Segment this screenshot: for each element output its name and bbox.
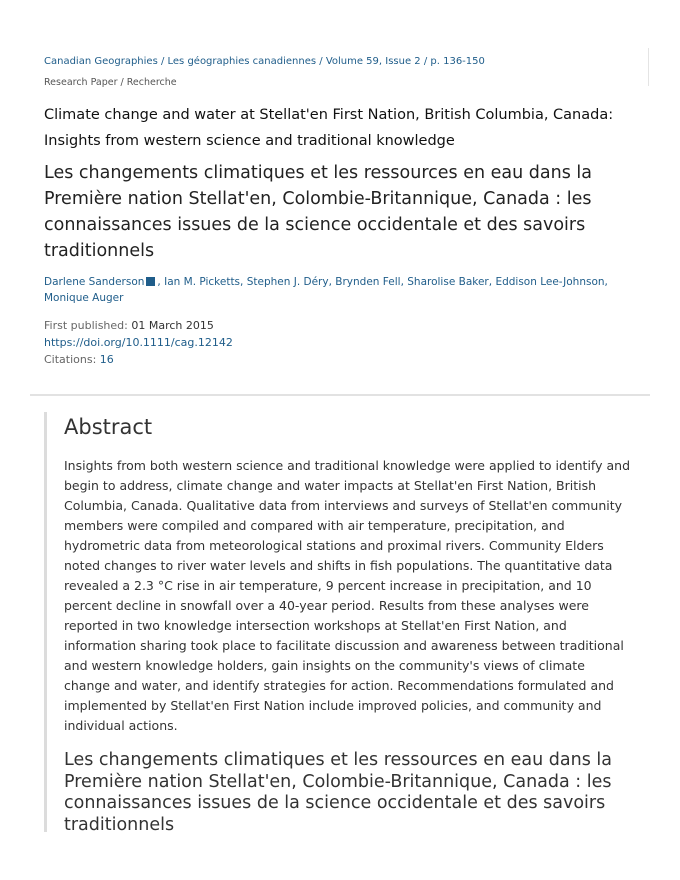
right-edge-rule <box>648 48 649 86</box>
article-header <box>44 56 634 368</box>
author-link[interactable]: Stephen J. Déry <box>246 276 329 288</box>
abstract-section <box>44 412 637 835</box>
publication-meta <box>44 317 634 368</box>
journal-volume-link[interactable]: Volume 59, Issue 2 / p. 136-150 <box>325 56 485 67</box>
author-link[interactable]: Eddison Lee-Johnson <box>495 276 605 288</box>
abstract-text: Insights from both western science and traditional knowledge were applied to identify and begin to address, climate change and water impacts at Stellat'en First Nation, British Columbia, Canada. Qualitative data from interviews and surveys of Stellat'en community members were compiled and compared with air temperature, precipitation, and hydrometric data from meteorological stations and proximal rivers. Community Elders noted changes to river water levels and shifts in fish populations. The quantitative data revealed a 2.3 °C rise in air temperature, 9 percent increase in precipitation, and 10 percent decline in snowfall over a 40-year period. Results from these analyses were reported in two knowledge intersection workshops at Stellat'en First Nation, and information sharing took place to facilitate discussion and awareness between traditional and western knowledge holders, gain insights on the community's views of climate change and water, and identify strategies for action. Recommendations formulated and implemented by Stellat'en First Nation include improved policies, and community and individual actions. <box>64 458 630 733</box>
author-link[interactable]: Darlene Sanderson <box>44 276 145 288</box>
abstract-heading: Abstract <box>64 415 153 439</box>
first-published-date: 01 March 2015 <box>131 319 214 332</box>
journal-title-link[interactable]: Canadian Geographies / Les géographies canadiennes <box>44 56 317 67</box>
section-divider <box>30 394 650 396</box>
email-icon[interactable] <box>146 277 155 286</box>
first-published <box>44 317 634 334</box>
author-list: Darlene Sanderson , Ian M. Picketts, Stephen J. Déry, Brynden Fell, Sharolise Baker, Eddison Lee-Johnson, Monique Auger <box>44 276 608 304</box>
article-title-en: Climate change and water at Stellat'en First Nation, British Columbia, Canada: Insights from western science and traditional knowledge <box>44 107 614 149</box>
author-link[interactable]: Sharolise Baker <box>407 276 489 288</box>
author-link[interactable]: Monique Auger <box>44 292 124 304</box>
citations-count-link[interactable]: 16 <box>99 353 114 366</box>
author-link[interactable]: Brynden Fell <box>335 276 401 288</box>
abstract-fr-title: Les changements climatiques et les ressources en eau dans la Première nation Stellat'en, Colombie-Britannique, Canada : les connaissances issues de la science occidentale et des savoirs traditionnels <box>64 750 612 835</box>
article-type: Research Paper / Recherche <box>44 77 177 88</box>
journal-breadcrumb: Canadian Geographies / Les géographies canadiennes / Volume 59, Issue 2 / p. 136-150 <box>44 56 485 67</box>
author-link[interactable]: Ian M. Picketts <box>164 276 241 288</box>
first-published-label: First published: <box>44 319 132 332</box>
doi-link[interactable]: https://doi.org/10.1111/cag.12142 <box>44 336 233 349</box>
article-title-fr: Les changements climatiques et les ressources en eau dans la Première nation Stellat'en, Colombie-Britannique, Canada : les connaissances issues de la science occidentale et des savoirs traditionnels <box>44 163 592 261</box>
citations-label: Citations: <box>44 353 100 366</box>
citations <box>44 351 634 368</box>
